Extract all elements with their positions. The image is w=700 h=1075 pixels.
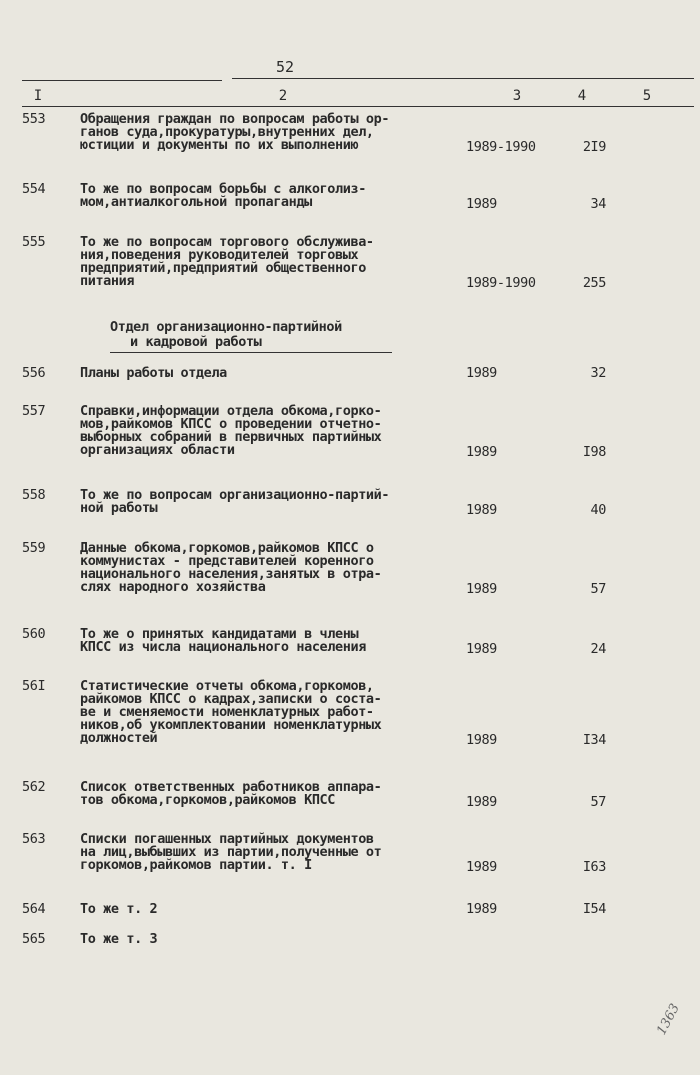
section-heading <box>100 320 400 350</box>
entry-number: 560 <box>22 626 46 642</box>
entry-description <box>80 542 470 594</box>
entry-description-line: ной работы <box>80 500 158 516</box>
entry-sheet-count: 40 <box>590 502 606 518</box>
entry-description <box>80 183 470 209</box>
entry-description <box>80 933 470 946</box>
entry-description <box>80 405 470 457</box>
entry-sheet-count: 2I9 <box>582 139 606 155</box>
entry-description-line: на лиц,выбывших из партии,полученные от <box>80 844 382 860</box>
entry-years: 1989 <box>466 196 497 212</box>
section-heading-line-2: и кадровой работы <box>130 334 262 350</box>
entry-description-line: Справки,информации отдела обкома,горко- <box>80 403 382 419</box>
entry-description <box>80 367 470 380</box>
entry-number: 56I <box>22 678 46 694</box>
entry-description-line: Списки погашенных партийных документов <box>80 831 374 847</box>
entry-sheet-count: 57 <box>590 581 606 597</box>
entry-sheet-count: 32 <box>590 365 606 381</box>
entry-sheet-count: 34 <box>590 196 606 212</box>
entry-description-line: То же о принятых кандидатами в члены <box>80 626 359 642</box>
section-heading-line-1: Отдел организационно-партийной <box>110 319 342 335</box>
entry-sheet-count: I54 <box>582 901 606 917</box>
entry-number: 557 <box>22 403 46 419</box>
entry-years: 1989 <box>466 732 497 748</box>
entry-years: 1989 <box>466 641 497 657</box>
entry-description-line: коммунистах - представителей коренного <box>80 553 374 569</box>
header-rule-bottom <box>22 106 694 107</box>
column-header-2: 2 <box>278 88 288 104</box>
entry-description-line: мом,антиалкогольной пропаганды <box>80 194 312 210</box>
entry-years: 1989-1990 <box>466 275 536 291</box>
entry-description-line: ников,об укомплектовании номенклатурных <box>80 717 382 733</box>
column-header-1: I <box>33 88 43 104</box>
margin-note: 1363 <box>654 1001 683 1038</box>
entry-description-line: ве и сменяемости номенклатурных работ- <box>80 704 374 720</box>
entry-number: 563 <box>22 831 46 847</box>
entry-description-line: юстиции и документы по их выполнению <box>80 137 359 153</box>
entry-description-line: КПСС из числа национального населения <box>80 639 366 655</box>
entry-description-line: выборных собраний в первичных партийных <box>80 429 382 445</box>
entry-description-line: То же т. 3 <box>80 931 158 947</box>
entry-years: 1989 <box>466 581 497 597</box>
entry-sheet-count: 24 <box>590 641 606 657</box>
entry-description-line: Список ответственных работников аппара- <box>80 779 382 795</box>
header-rule-top-left <box>22 80 222 81</box>
column-header-3: 3 <box>512 88 522 104</box>
entry-sheet-count: I63 <box>582 859 606 875</box>
entry-description-line: Статистические отчеты обкома,горкомов, <box>80 678 374 694</box>
entry-description-line: питания <box>80 273 135 289</box>
entry-description-line: предприятий,предприятий общественного <box>80 260 366 276</box>
entry-description <box>80 833 470 872</box>
entry-number: 562 <box>22 779 46 795</box>
entry-description <box>80 903 470 916</box>
entry-number: 565 <box>22 931 46 947</box>
entry-description-line: организациях области <box>80 442 235 458</box>
entry-description <box>80 680 470 745</box>
entry-description-line: То же по вопросам борьбы с алкоголиз- <box>80 181 366 197</box>
entry-description-line: должностей <box>80 730 158 746</box>
entry-description-line: Обращения граждан по вопросам работы ор- <box>80 111 390 127</box>
section-heading-underline <box>110 352 392 353</box>
entry-description-line: слях народного хозяйства <box>80 579 266 595</box>
column-header-4: 4 <box>577 88 587 104</box>
entry-description-line: ганов суда,прокуратуры,внутренних дел, <box>80 124 374 140</box>
entry-years: 1989 <box>466 794 497 810</box>
entry-description <box>80 489 470 515</box>
entry-description <box>80 113 470 152</box>
entry-sheet-count: I98 <box>582 444 606 460</box>
entry-years: 1989 <box>466 901 497 917</box>
entry-number: 554 <box>22 181 46 197</box>
column-header-5: 5 <box>642 88 652 104</box>
entry-years: 1989 <box>466 365 497 381</box>
entry-description <box>80 628 470 654</box>
entry-description-line: То же т. 2 <box>80 901 158 917</box>
entry-description-line: национального населения,занятых в отра- <box>80 566 382 582</box>
entry-description-line: Данные обкома,горкомов,райкомов КПСС о <box>80 540 374 556</box>
entry-description-line: мов,райкомов КПСС о проведении отчетно- <box>80 416 382 432</box>
entry-number: 553 <box>22 111 46 127</box>
entry-description-line: То же по вопросам организационно-партий- <box>80 487 390 503</box>
entry-number: 559 <box>22 540 46 556</box>
entry-description-line: тов обкома,горкомов,райкомов КПСС <box>80 792 336 808</box>
entry-number: 558 <box>22 487 46 503</box>
entry-description-line: Планы работы отдела <box>80 365 227 381</box>
entry-description <box>80 236 470 288</box>
entry-description <box>80 781 470 807</box>
entry-description-line: горкомов,райкомов партии. т. I <box>80 857 312 873</box>
entry-sheet-count: I34 <box>582 732 606 748</box>
entry-description-line: ния,поведения руководителей торговых <box>80 247 359 263</box>
entry-years: 1989 <box>466 444 497 460</box>
entry-years: 1989 <box>466 502 497 518</box>
entry-description-line: райкомов КПСС о кадрах,записки о соста- <box>80 691 382 707</box>
entry-number: 556 <box>22 365 46 381</box>
entry-years: 1989-1990 <box>466 139 536 155</box>
header-rule-top-right <box>232 78 694 79</box>
entry-sheet-count: 57 <box>590 794 606 810</box>
entry-description-line: То же по вопросам торгового обслужива- <box>80 234 374 250</box>
entry-sheet-count: 255 <box>582 275 606 291</box>
entry-years: 1989 <box>466 859 497 875</box>
entry-number: 555 <box>22 234 46 250</box>
page-number: 52 <box>275 58 295 76</box>
entry-number: 564 <box>22 901 46 917</box>
